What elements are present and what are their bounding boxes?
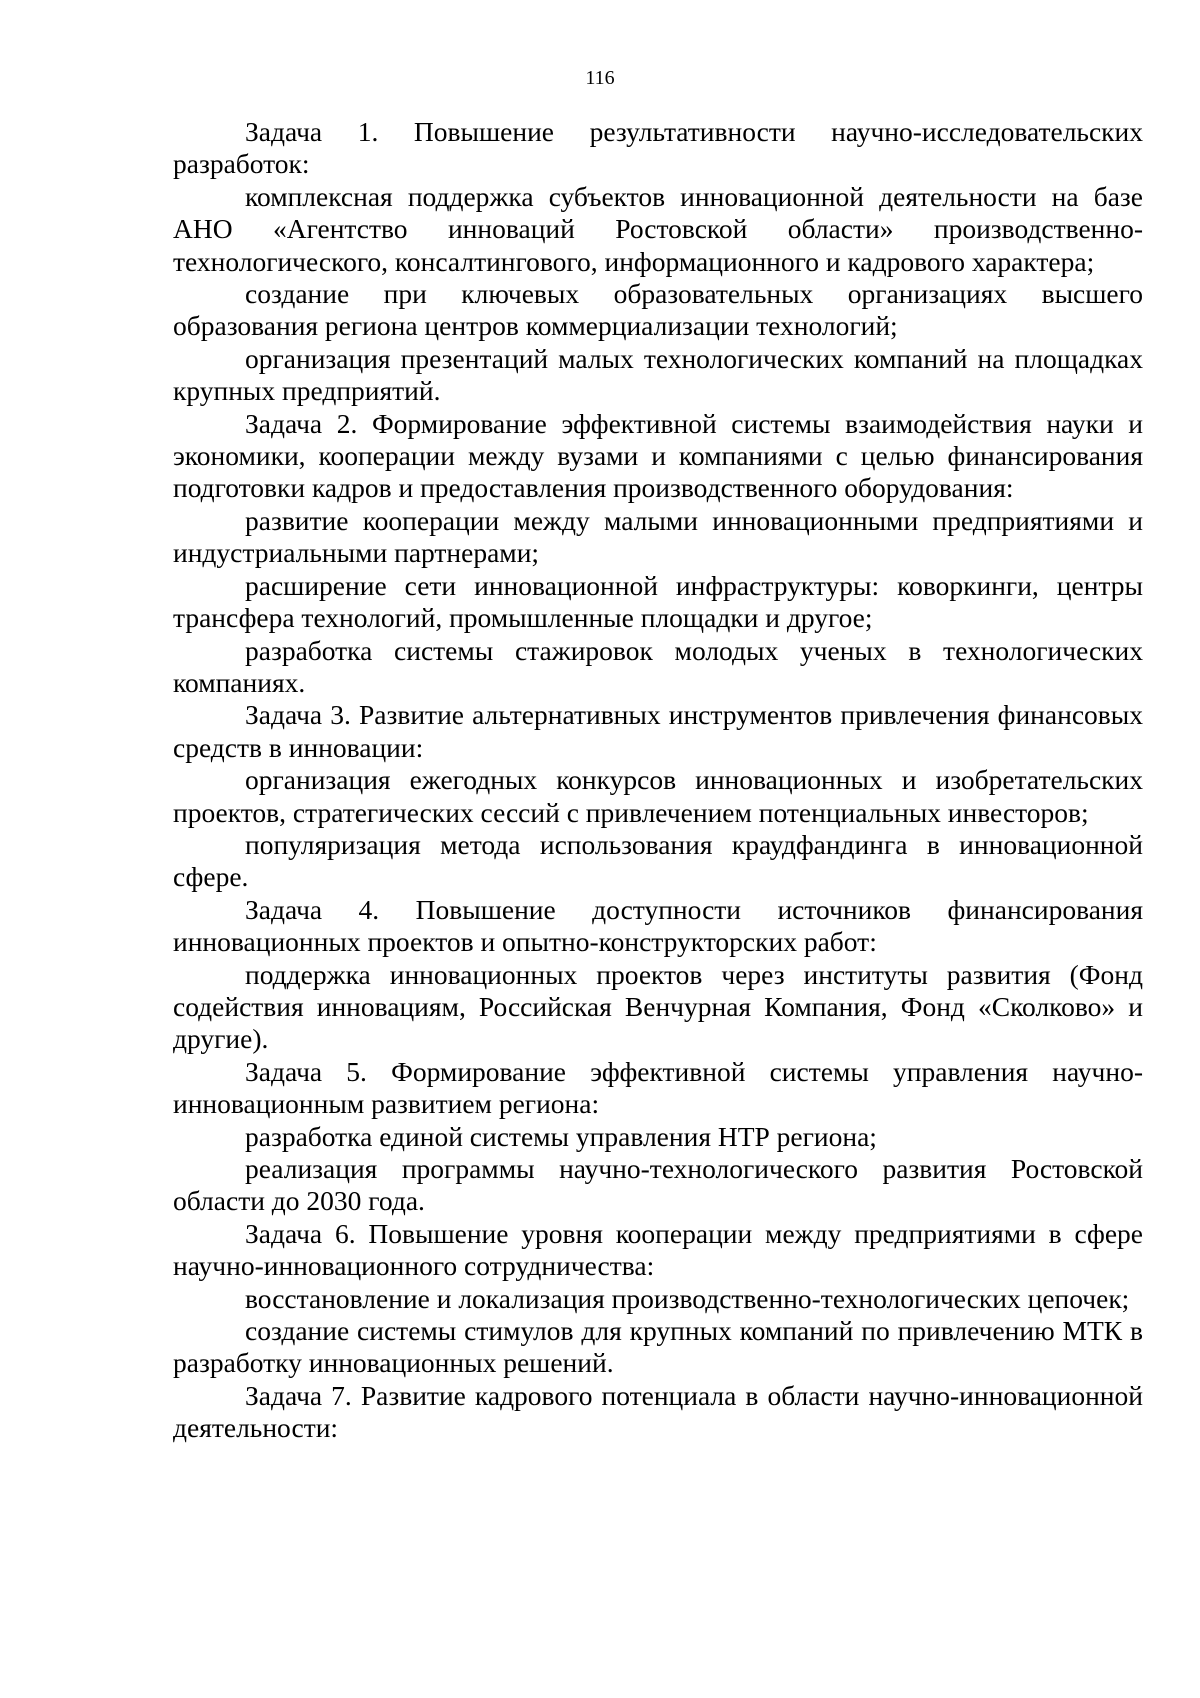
task-2-heading: Задача 2. Формирование эффективной системы взаимодействия науки и экономики, кооперации между вузами и компаниями с целью финансирования подготовки кадров и предоставления производственного оборудования: [173,407,1143,504]
task-1-item-3: организация презентаций малых технологических компаний на площадках крупных предприятий. [173,342,1143,407]
task-5-item-2: реализация программы научно-технологического развития Ростовской области до 2030 года. [173,1153,1143,1217]
task-2-item-1: развитие кооперации между малыми инновационными предприятиями и индустриальными партнерами; [173,504,1143,569]
task-3-item-1: организация ежегодных конкурсов инновационных и изобретательских проектов, стратегических сессий с привлечением потенциальных инвесторов; [173,764,1143,828]
task-4-heading: Задача 4. Повышение доступности источников финансирования инновационных проектов и опытно-конструкторских работ: [173,893,1143,958]
task-5-item-1: разработка единой системы управления НТР региона; [245,1120,877,1152]
task-6-heading: Задача 6. Повышение уровня кооперации между предприятиями в сфере научно-инновационного сотрудничества: [173,1217,1143,1282]
task-5-heading: Задача 5. Формирование эффективной системы управления научно-инновационным развитием региона: [173,1055,1143,1120]
task-7-heading: Задача 7. Развитие кадрового потенциала в области научно-инновационной деятельности: [173,1379,1143,1444]
task-3-heading: Задача 3. Развитие альтернативных инструментов привлечения финансовых средств в инновации: [173,699,1143,763]
task-3-item-2: популяризация метода использования краудфандинга в инновационной сфере. [173,828,1143,893]
page-number: 116 [585,67,615,89]
task-1-item-1: комплексная поддержка субъектов инновационной деятельности на базе АНО «Агентство инноваций Ростовской области» производственно-технологического, консалтингового, информационного и кадрового характера; [173,180,1143,277]
task-2-item-2: расширение сети инновационной инфраструктуры: коворкинги, центры трансфера технологий, промышленные площадки и другое; [173,569,1143,634]
task-2-item-3: разработка системы стажировок молодых ученых в технологических компаниях. [173,634,1143,698]
task-4-item-1: поддержка инновационных проектов через институты развития (Фонд содействия инновациям, Российская Венчурная Компания, Фонд «Сколково» и другие). [173,958,1143,1055]
document-body [173,116,1143,1445]
task-1-item-2: создание при ключевых образовательных организациях высшего образования региона центров коммерциализации технологий; [173,278,1143,342]
task-6-item-2: создание системы стимулов для крупных компаний по привлечению МТК в разработку инновационных решений. [173,1315,1143,1379]
task-1-heading: Задача 1. Повышение результативности научно-исследовательских разработок: [173,116,1143,180]
task-6-item-1: восстановление и локализация производственно-технологических цепочек; [245,1282,1130,1314]
